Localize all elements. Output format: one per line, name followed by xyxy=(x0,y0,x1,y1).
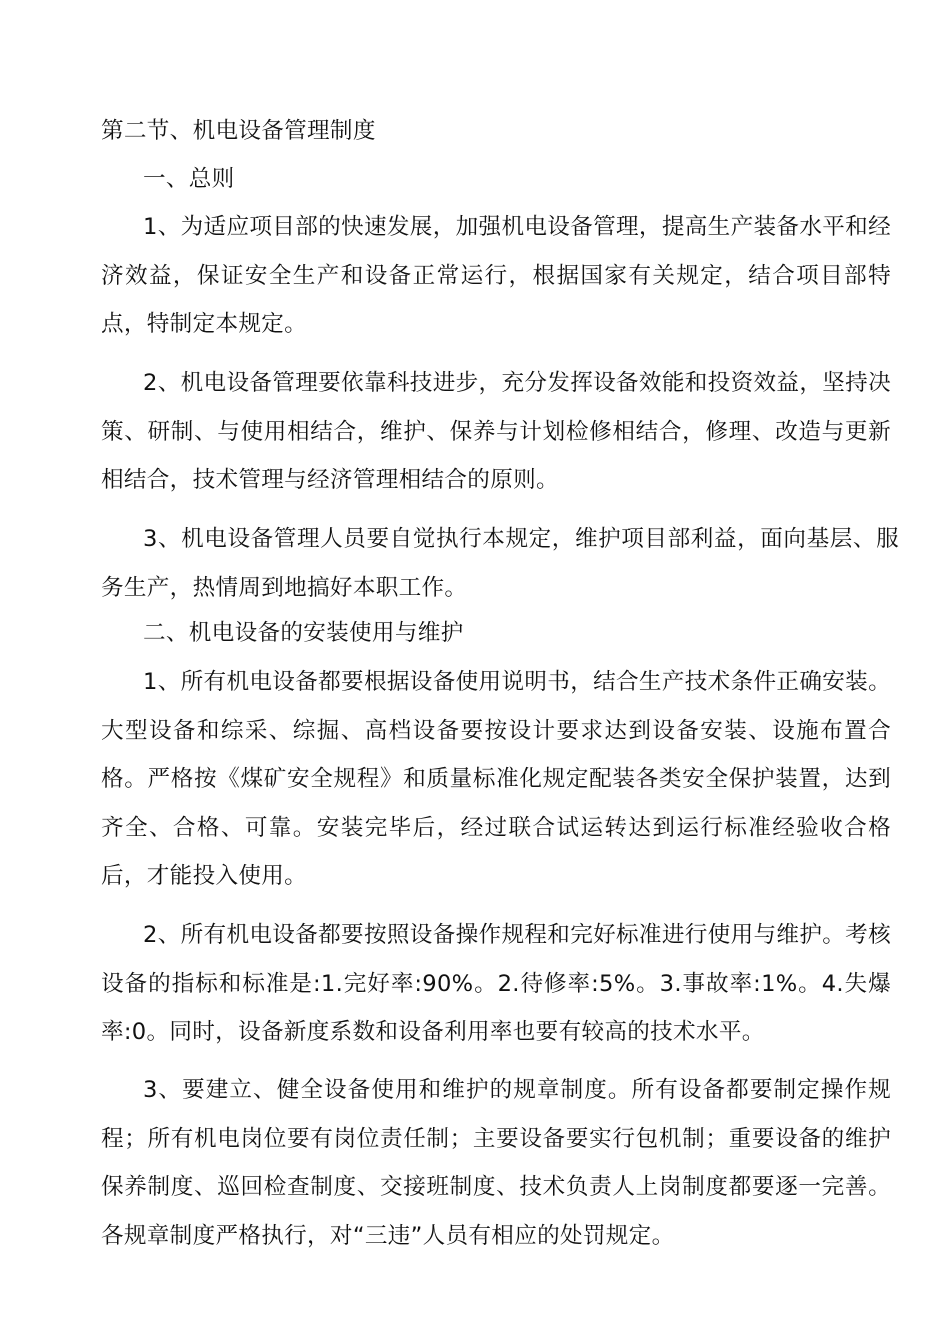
part2-paragraph-2: 2、所有机电设备都要按照设备操作规程和完好标准进行使用与维护。考核设备的指标和标准是:1.完好率:90%。2.待修率:5%。3.事故率:1%。4.失爆率:0。同时，设备新度系数和设备利用率也要有较高的技术水平。 xyxy=(101,922,891,1045)
part2-paragraph-3: 3、要建立、健全设备使用和维护的规章制度。所有设备都要制定操作规程；所有机电岗位要有岗位责任制；主要设备要实行包机制；重要设备的维护保养制度、巡回检查制度、交接班制度、技术负责人上岗制度都要逐一完善。各规章制度严格执行，对“三违”人员有相应的处罚规定。 xyxy=(101,1077,891,1249)
section-title: 第二节、机电设备管理制度 xyxy=(101,118,376,144)
part1-paragraph-2: 2、机电设备管理要依靠科技进步，充分发挥设备效能和投资效益，坚持决策、研制、与使用相结合，维护、保养与计划检修相结合，修理、改造与更新相结合，技术管理与经济管理相结合的原则。 xyxy=(101,370,891,493)
part1-paragraph-3: 3、机电设备管理人员要自觉执行本规定，维护项目部利益，面向基层、服务生产，热情周到地搞好本职工作。 xyxy=(101,526,899,601)
part2-paragraph-1: 1、所有机电设备都要根据设备使用说明书，结合生产技术条件正确安装。大型设备和综采、综掘、高档设备要按设计要求达到设备安装、设施布置合格。严格按《煤矿安全规程》和质量标准化规定配装各类安全保护装置，达到齐全、合格、可靠。安装完毕后，经过联合试运转达到运行标准经验收合格后，才能投入使用。 xyxy=(101,669,891,889)
part2-heading: 二、机电设备的安装使用与维护 xyxy=(143,620,464,646)
part1-paragraph-1: 1、为适应项目部的快速发展，加强机电设备管理，提高生产装备水平和经济效益，保证安全生产和设备正常运行，根据国家有关规定，结合项目部特点，特制定本规定。 xyxy=(101,214,891,337)
part1-heading: 一、总则 xyxy=(143,166,235,192)
